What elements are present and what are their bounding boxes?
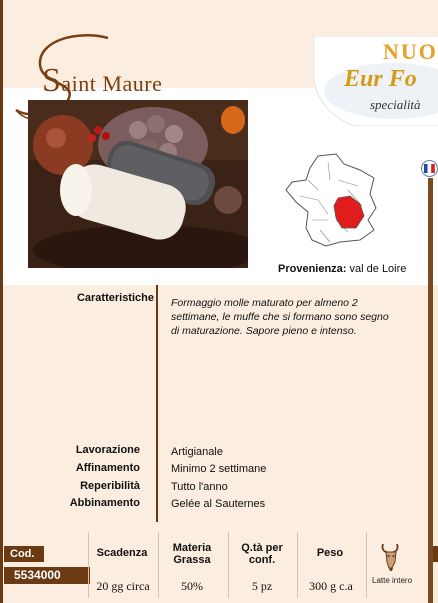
reperibilita-value: Tutto l'anno — [171, 481, 228, 493]
provenance-value: val de Loire — [349, 263, 407, 275]
caratteristiche-label: Caratteristiche — [76, 292, 154, 304]
footer-divider — [228, 532, 229, 598]
affinamento-value: Minimo 2 settimane — [171, 463, 267, 475]
flag-badge-icon — [421, 160, 438, 177]
affinamento-label: Affinamento — [75, 462, 140, 474]
latte-label: Latte intero — [372, 576, 413, 585]
materia-value: 50% — [181, 579, 203, 593]
product-title — [42, 62, 162, 100]
abbinamento-value: Gelée al Sauternes — [171, 498, 266, 510]
abbinamento-label: Abbinamento — [69, 497, 140, 509]
left-rule — [0, 0, 3, 603]
peso-value: 300 g c.a — [309, 579, 353, 593]
scadenza-value: 20 gg circa — [96, 579, 150, 593]
quantita-value: 5 pz — [251, 579, 273, 593]
quantita-label — [230, 542, 294, 566]
product-code: 5534000 — [4, 567, 90, 584]
side-rod — [428, 178, 433, 603]
materia-label-line2: Grassa — [173, 554, 211, 566]
cheese-photo — [28, 100, 248, 268]
cod-label: Cod. — [4, 546, 44, 562]
title-rest: aint Maure — [61, 71, 163, 96]
peso-label: Peso — [316, 547, 344, 559]
quantita-label-line1: Q.tà per — [241, 542, 283, 554]
info-divider — [156, 285, 158, 522]
france-map-icon — [278, 150, 382, 250]
scadenza-label: Scadenza — [96, 547, 148, 559]
materia-label-line1: Materia — [172, 542, 212, 554]
goat-icon — [377, 540, 405, 572]
lavorazione-label: Lavorazione — [75, 444, 140, 456]
logo-line-1: NUO — [383, 39, 438, 64]
provenance — [278, 263, 406, 275]
logo-line-3: specialità — [370, 97, 421, 112]
title-initial: S — [42, 62, 62, 99]
materia-label — [160, 542, 224, 566]
footer-divider — [366, 532, 367, 598]
quantita-label-line2: conf. — [248, 554, 276, 566]
footer-divider — [158, 532, 159, 598]
lavorazione-value: Artigianale — [171, 446, 223, 458]
provenance-label: Provenienza: — [278, 263, 347, 275]
caratteristiche-text: Formaggio molle maturato per almeno 2 settimane, le muffe che si formano sono segno di maturazione. Sapore pieno e intenso. — [171, 297, 389, 337]
logo-line-2: Eur Fo — [344, 66, 417, 92]
reperibilita-label: Reperibilità — [80, 480, 140, 492]
